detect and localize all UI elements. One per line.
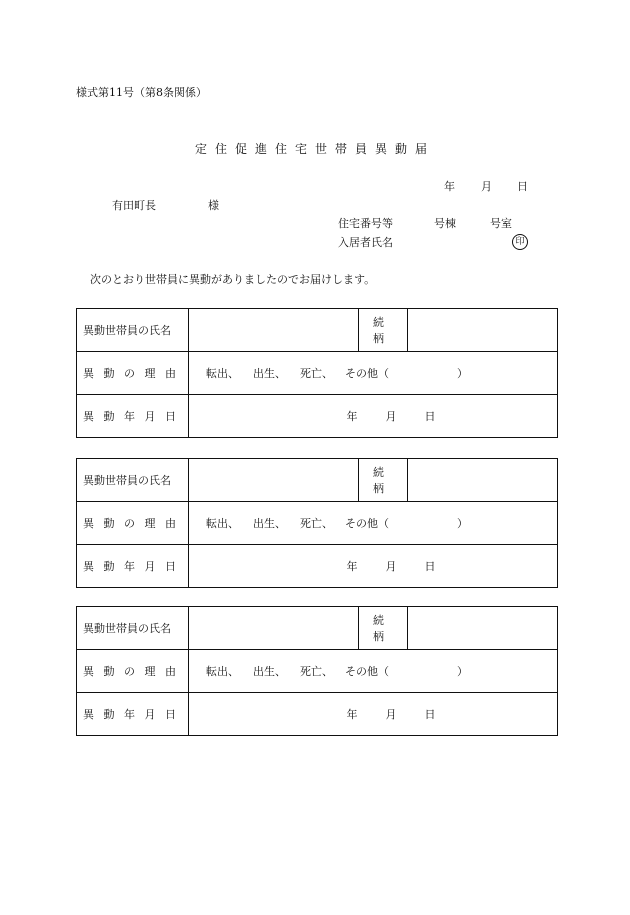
- reason-row: [77, 352, 558, 395]
- seal-mark: 印: [512, 234, 528, 250]
- member-name-label: 異動世帯員の氏名: [77, 309, 189, 352]
- relationship-field[interactable]: [408, 459, 558, 502]
- relationship-label: 続 柄: [359, 309, 408, 352]
- change-date-row: [77, 693, 558, 736]
- submission-day-label: 日: [517, 180, 528, 193]
- change-date-month: 月: [385, 410, 397, 423]
- member-name-row: [77, 607, 558, 650]
- reason-options: [189, 650, 558, 693]
- relationship-field[interactable]: [408, 607, 558, 650]
- reason-other-close: ）: [457, 665, 468, 678]
- reason-move-out[interactable]: 転出、: [206, 665, 239, 678]
- reason-options: [189, 502, 558, 545]
- reason-death[interactable]: 死亡、: [300, 665, 333, 678]
- change-date-day: 日: [424, 708, 436, 721]
- member-name-field[interactable]: [189, 309, 359, 352]
- house-number-label: 住宅番号等: [338, 217, 393, 230]
- reason-death[interactable]: 死亡、: [300, 367, 333, 380]
- change-date-field[interactable]: [189, 693, 558, 736]
- member-name-row: [77, 309, 558, 352]
- reason-label: 異動の理由: [77, 650, 189, 693]
- reason-birth[interactable]: 出生、: [253, 367, 286, 380]
- change-date-row: [77, 545, 558, 588]
- reason-birth[interactable]: 出生、: [253, 517, 286, 530]
- change-date-month: 月: [385, 708, 397, 721]
- relationship-field[interactable]: [408, 309, 558, 352]
- resident-name-label: 入居者氏名: [338, 236, 393, 249]
- relationship-label: 続 柄: [359, 459, 408, 502]
- relationship-label: 続 柄: [359, 607, 408, 650]
- reason-other-close: ）: [457, 517, 468, 530]
- change-date-month: 月: [385, 560, 397, 573]
- submission-year-label: 年: [444, 180, 455, 193]
- member-change-block-1: [76, 308, 558, 438]
- member-name-field[interactable]: [189, 459, 359, 502]
- reason-options: [189, 352, 558, 395]
- member-change-block-2: [76, 458, 558, 588]
- member-name-field[interactable]: [189, 607, 359, 650]
- change-date-label: 異動年月日: [77, 545, 189, 588]
- reason-label: 異動の理由: [77, 502, 189, 545]
- change-date-year: 年: [346, 410, 358, 423]
- change-date-label: 異動年月日: [77, 395, 189, 438]
- reason-other[interactable]: その他（: [345, 367, 389, 380]
- member-name-label: 異動世帯員の氏名: [77, 607, 189, 650]
- member-change-block-3: [76, 606, 558, 736]
- change-date-year: 年: [346, 560, 358, 573]
- submission-month-label: 月: [481, 180, 492, 193]
- notice-text: 次のとおり世帯員に異動がありましたのでお届けします。: [90, 273, 376, 286]
- change-date-label: 異動年月日: [77, 693, 189, 736]
- reason-row: [77, 502, 558, 545]
- reason-other-close: ）: [457, 367, 468, 380]
- change-date-field[interactable]: [189, 395, 558, 438]
- change-date-year: 年: [346, 708, 358, 721]
- change-date-field[interactable]: [189, 545, 558, 588]
- reason-death[interactable]: 死亡、: [300, 517, 333, 530]
- reason-move-out[interactable]: 転出、: [206, 367, 239, 380]
- room-label: 号室: [490, 217, 512, 230]
- addressee-honorific: 様: [208, 199, 219, 212]
- reason-label: 異動の理由: [77, 352, 189, 395]
- reason-birth[interactable]: 出生、: [253, 665, 286, 678]
- change-date-day: 日: [424, 410, 436, 423]
- form-number: 様式第11号（第8条関係）: [76, 86, 207, 99]
- reason-move-out[interactable]: 転出、: [206, 517, 239, 530]
- reason-row: [77, 650, 558, 693]
- change-date-row: [77, 395, 558, 438]
- reason-other[interactable]: その他（: [345, 517, 389, 530]
- addressee-name: 有田町長: [112, 199, 156, 212]
- change-date-day: 日: [424, 560, 436, 573]
- member-name-label: 異動世帯員の氏名: [77, 459, 189, 502]
- member-name-row: [77, 459, 558, 502]
- page-title: 定住促進住宅世帯員異動届: [194, 142, 435, 156]
- building-label: 号棟: [434, 217, 456, 230]
- reason-other[interactable]: その他（: [345, 665, 389, 678]
